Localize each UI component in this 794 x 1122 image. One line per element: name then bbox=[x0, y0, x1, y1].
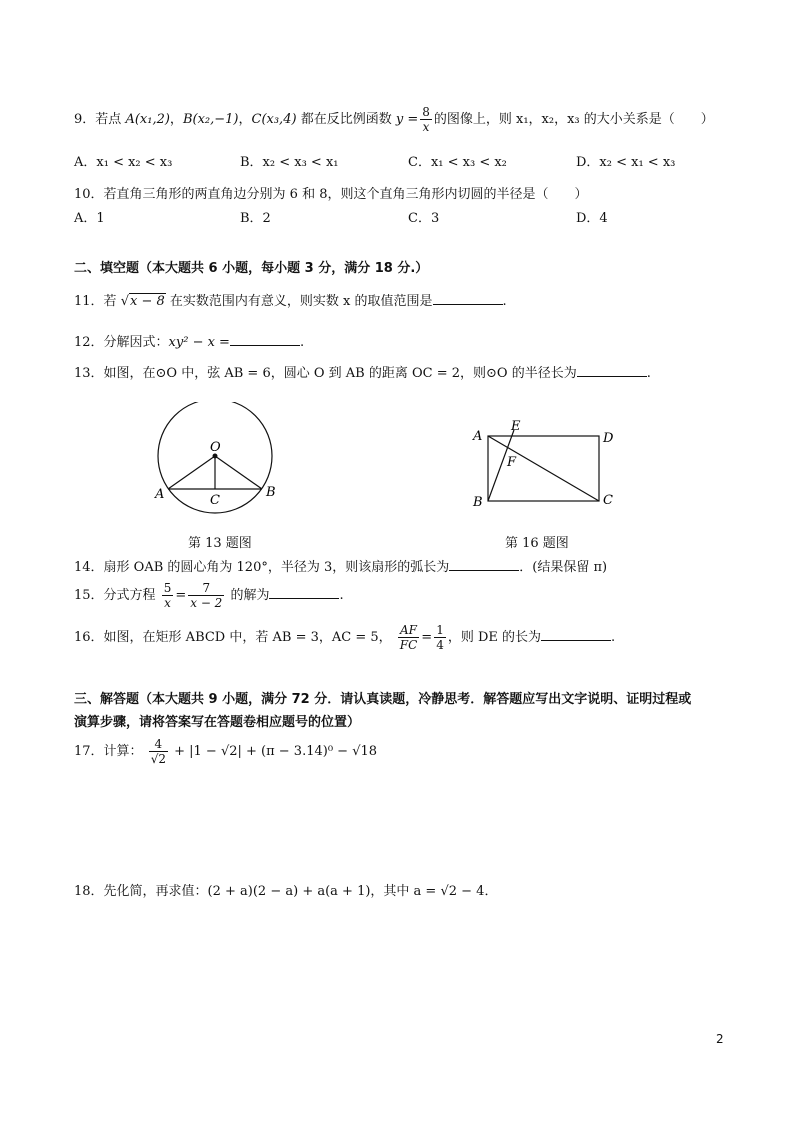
equals-sign: = bbox=[175, 588, 187, 603]
numerator: 7 bbox=[188, 582, 224, 596]
numerator: 1 bbox=[436, 623, 444, 637]
q17-text: 17．计算： bbox=[74, 744, 143, 759]
q14-answer-blank[interactable] bbox=[449, 558, 519, 571]
q10-option-a[interactable]: A．1 bbox=[74, 211, 105, 226]
section-heading-solutions: 三、解答题（本大题共 9 小题，满分 72 分．请认真读题，冷静思考．解答题应写出文字说明、证明过程或 bbox=[74, 692, 692, 707]
q10-option-c[interactable]: C．3 bbox=[408, 211, 440, 226]
question-9-stem bbox=[74, 106, 714, 133]
q9-function-lhs: y = bbox=[395, 112, 419, 127]
q11-radicand: x − 8 bbox=[129, 294, 165, 309]
q9-text: 的图像上，则 x₁，x₂，x₃ 的大小关系是（ ） bbox=[433, 112, 714, 127]
q16-text: 16．如图，在矩形 ABCD 中，若 AB = 3，AC = 5， bbox=[74, 630, 392, 645]
denominator: x bbox=[164, 596, 171, 610]
label-d: D bbox=[603, 431, 614, 446]
numerator: 8 bbox=[422, 105, 430, 119]
label-e: E bbox=[511, 419, 521, 434]
q15-text: 15．分式方程 bbox=[74, 588, 156, 603]
label-b: B bbox=[266, 485, 276, 500]
diagonal-ac bbox=[488, 436, 599, 501]
q15-fraction-right bbox=[188, 582, 224, 609]
question-10-stem: 10．若直角三角形的两直角边分别为 6 和 8，则这个直角三角形内切圆的半径是（ ） bbox=[74, 187, 588, 202]
q15-fraction-left bbox=[162, 582, 174, 609]
denominator: x − 2 bbox=[190, 596, 223, 610]
page-number: 2 bbox=[716, 1032, 724, 1046]
question-12 bbox=[74, 331, 304, 350]
q9-option-d[interactable]: D．x₂ < x₁ < x₃ bbox=[576, 155, 676, 170]
q9-option-c[interactable]: C．x₁ < x₃ < x₂ bbox=[408, 155, 507, 170]
q17-fraction bbox=[149, 738, 168, 765]
q11-answer-blank[interactable] bbox=[433, 292, 503, 305]
segment-oa bbox=[168, 456, 215, 489]
q9-point-a: A(x₁,2) bbox=[125, 112, 170, 127]
label-c: C bbox=[603, 493, 613, 508]
figure-16-rectangle-diagram bbox=[468, 418, 628, 518]
question-11 bbox=[74, 290, 507, 309]
q14-text: 14．扇形 OAB 的圆心角为 120°，半径为 3，则该扇形的弧长为 bbox=[74, 560, 450, 575]
numerator: 5 bbox=[163, 581, 172, 595]
question-13 bbox=[74, 362, 651, 381]
q9-sep: ， bbox=[169, 112, 183, 127]
q9-function-fraction bbox=[420, 106, 432, 133]
section-heading-solutions-cont: 演算步骤，请将答案写在答题卷相应题号的位置） bbox=[74, 715, 361, 730]
q15-answer-blank[interactable] bbox=[269, 586, 339, 599]
label-o: O bbox=[210, 440, 221, 455]
question-15 bbox=[74, 582, 344, 609]
figure-13-circle-diagram bbox=[150, 402, 290, 522]
q9-text: 若点 bbox=[95, 112, 122, 127]
label-a: A bbox=[155, 487, 165, 502]
q12-end: . bbox=[299, 335, 305, 350]
q9-sep: ， bbox=[238, 112, 252, 127]
question-14 bbox=[74, 556, 607, 575]
label-f: F bbox=[507, 455, 517, 470]
q9-option-b[interactable]: B．x₂ < x₃ < x₁ bbox=[240, 155, 339, 170]
denominator: 4 bbox=[436, 638, 444, 652]
q12-answer-blank[interactable] bbox=[230, 333, 300, 346]
q16-text: ，则 DE 的长为 bbox=[447, 630, 542, 645]
denominator: √2 bbox=[150, 752, 166, 766]
q14-end: ．(结果保留 π) bbox=[519, 560, 608, 575]
q15-text: 的解为 bbox=[230, 588, 270, 603]
denominator: x bbox=[422, 120, 430, 134]
q16-answer-blank[interactable] bbox=[541, 628, 611, 641]
q17-expression: + |1 − √2| + (π − 3.14)⁰ − √18 bbox=[174, 744, 378, 759]
figure-13-caption: 第 13 题图 bbox=[188, 536, 252, 551]
q9-point-c: C(x₃,4) bbox=[251, 112, 297, 127]
q9-text: 都在反比例函数 bbox=[300, 112, 392, 127]
q11-text: 11．若 bbox=[74, 294, 117, 309]
question-18: 18．先化简，再求值：(2 + a)(2 − a) + a(a + 1)，其中 a = √2 − 4． bbox=[74, 884, 498, 899]
label-c: C bbox=[210, 493, 220, 508]
q9-point-b: B(x₂,−1) bbox=[182, 112, 239, 127]
q16-end: . bbox=[611, 630, 616, 645]
q11-end: . bbox=[502, 294, 507, 309]
equals-sign: = bbox=[421, 630, 433, 645]
q16-value-fraction bbox=[434, 624, 446, 651]
q12-expression: xy² − x = bbox=[168, 335, 230, 350]
q10-option-b[interactable]: B．2 bbox=[240, 211, 271, 226]
label-a: A bbox=[473, 429, 483, 444]
question-16 bbox=[74, 624, 615, 651]
q15-end: . bbox=[339, 588, 344, 603]
figure-16-caption: 第 16 题图 bbox=[505, 536, 569, 551]
q9-option-a[interactable]: A．x₁ < x₂ < x₃ bbox=[74, 155, 173, 170]
section-heading-fill-in: 二、填空题（本大题共 6 小题，每小题 3 分，满分 18 分.） bbox=[74, 261, 429, 276]
q13-text: 13．如图，在⊙O 中，弦 AB = 6，圆心 O 到 AB 的距离 OC = 2，则⊙O 的半径长为 bbox=[74, 366, 577, 381]
numerator: 4 bbox=[149, 738, 168, 752]
segment-ob bbox=[215, 456, 262, 489]
q9-number: 9． bbox=[74, 112, 96, 127]
q16-ratio-fraction bbox=[398, 624, 420, 651]
q12-text: 12．分解因式： bbox=[74, 335, 169, 350]
denominator: FC bbox=[399, 638, 418, 652]
q11-text: 在实数范围内有意义，则实数 x 的取值范围是 bbox=[169, 294, 433, 309]
numerator: AF bbox=[398, 624, 420, 638]
q13-answer-blank[interactable] bbox=[577, 364, 647, 377]
label-b: B bbox=[473, 495, 483, 510]
q11-sqrt: √x − 8 bbox=[120, 294, 165, 309]
q10-option-d[interactable]: D．4 bbox=[576, 211, 608, 226]
q13-end: . bbox=[646, 366, 651, 381]
question-17 bbox=[74, 738, 377, 765]
